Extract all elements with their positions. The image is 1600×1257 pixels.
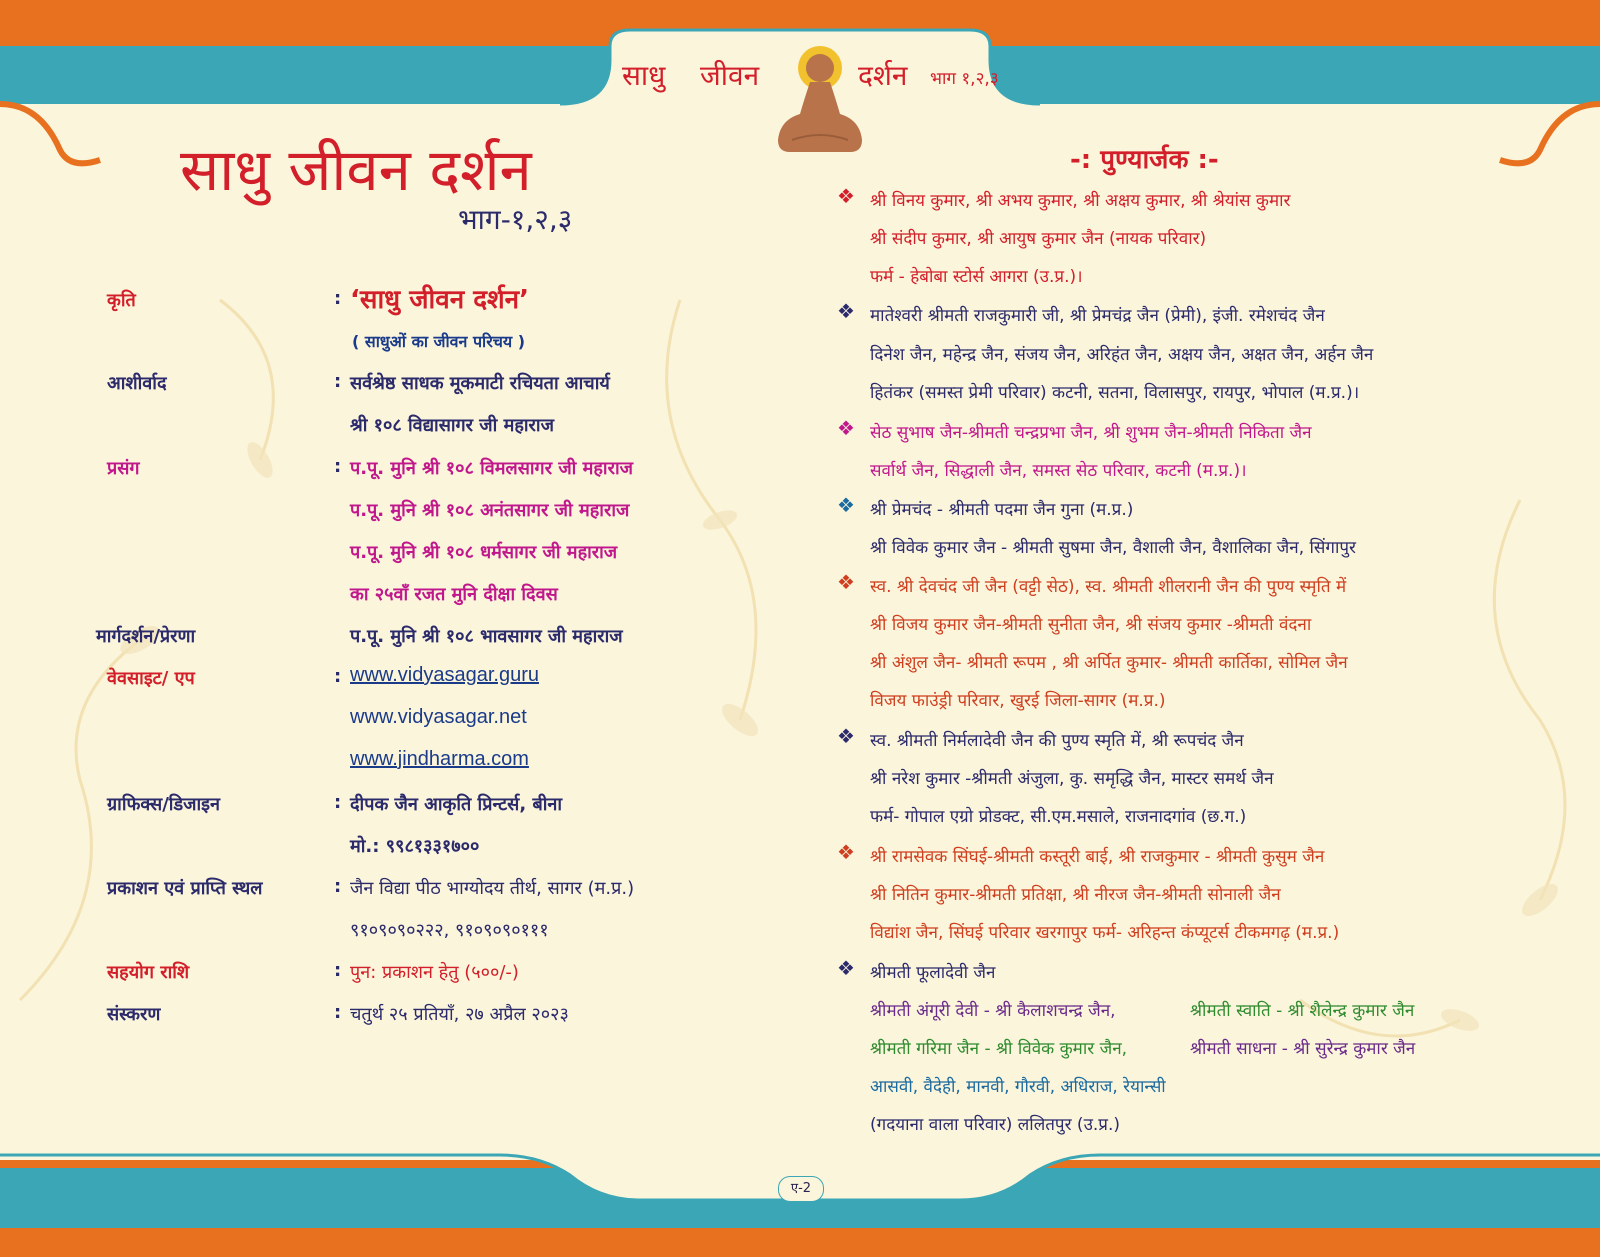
colon: : xyxy=(334,666,342,687)
entry-8-sub-2b: श्रीमती साधना - श्री सुरेन्द्र कुमार जैन xyxy=(1190,1039,1416,1059)
value-kriti-title: ‘साधु जीवन दर्शन’ xyxy=(350,285,529,315)
value-aashirvad-2: श्री १०८ विद्यासागर जी महाराज xyxy=(350,415,554,436)
label-aashirvad: आशीर्वाद xyxy=(107,373,167,394)
entry-8-tail-1: आसवी, वैदेही, मानवी, गौरवी, अधिराज, रेयान्सी xyxy=(870,1077,1166,1097)
value-prasang-3: प.पू. मुनि श्री १०८ धर्मसागर जी महाराज xyxy=(350,542,618,563)
entry-7-line-1: श्री रामसेवक सिंघई-श्रीमती कस्तूरी बाई, श्री राजकुमार - श्रीमती कुसुम जैन xyxy=(870,847,1325,867)
entry-6-line-2: श्री नरेश कुमार -श्रीमती अंजुला, कु. समृद्धि जैन, मास्टर समर्थ जैन xyxy=(870,769,1274,789)
entry-6-line-3: फर्म- गोपाल एग्रो प्रोडक्ट, सी.एम.मसाले, राजनादगांव (छ.ग.) xyxy=(870,807,1247,827)
entry-5-line-4: विजय फाउंड्री परिवार, खुरई जिला-सागर (म.प्र.) xyxy=(870,691,1166,711)
label-sanskaran: संस्करण xyxy=(107,1004,161,1025)
value-sahyog: पुन: प्रकाशन हेतु (५००/-) xyxy=(350,962,519,983)
entry-2-line-1: मातेश्वरी श्रीमती राजकुमारी जी, श्री प्रेमचंद्र जैन (प्रेमी), इंजी. रमेशचंद जैन xyxy=(870,306,1325,326)
website-link-guru[interactable]: www.vidyasagar.guru xyxy=(350,664,539,686)
colon: : xyxy=(334,1002,342,1023)
bullet-icon: ❖ xyxy=(837,840,855,864)
entry-8-sub-1b: श्रीमती स्वाति - श्री शैलेन्द्र कुमार जैन xyxy=(1190,1001,1415,1021)
entry-8-tail-2: (गदयाना वाला परिवार) ललितपुर (उ.प्र.) xyxy=(870,1115,1120,1135)
header-title-sadhu: साधु xyxy=(622,59,666,92)
value-margdarshan: प.पू. मुनि श्री १०८ भावसागर जी महाराज xyxy=(350,626,623,647)
entry-3-line-1: सेठ सुभाष जैन-श्रीमती चन्द्रप्रभा जैन, श्री शुभम जैन-श्रीमती निकिता जैन xyxy=(870,423,1312,443)
label-graphics: ग्राफिक्स/डिजाइन xyxy=(107,794,220,815)
entry-4-line-1: श्री प्रेमचंद - श्रीमती पदमा जैन गुना (म.प्र.) xyxy=(870,500,1134,520)
entry-3-line-2: सर्वार्थ जैन, सिद्धाली जैन, समस्त सेठ परिवार, कटनी (म.प्र.)। xyxy=(870,461,1247,481)
header-title-jeevan: जीवन xyxy=(700,59,760,92)
main-title: साधु जीवन दर्शन xyxy=(180,136,532,204)
label-sahyog: सहयोग राशि xyxy=(107,962,190,983)
colon: : xyxy=(334,456,342,477)
entry-4-line-2: श्री विवेक कुमार जैन - श्रीमती सुषमा जैन, वैशाली जैन, वैशालिका जैन, सिंगापुर xyxy=(870,538,1356,558)
value-prakashan-2: ९१०९०९०२२२, ९१०९०९०१११ xyxy=(350,920,549,941)
entry-2-line-3: हितंकर (समस्त प्रेमी परिवार) कटनी, सतना, विलासपुर, रायपुर, भोपाल (म.प्र.)। xyxy=(870,383,1360,403)
bullet-icon: ❖ xyxy=(837,184,855,208)
colon: : xyxy=(334,960,342,981)
label-prakashan: प्रकाशन एवं प्राप्ति स्थल xyxy=(107,878,263,899)
entry-8-line-1: श्रीमती फूलादेवी जैन xyxy=(870,963,996,983)
value-prasang-2: प.पू. मुनि श्री १०८ अनंतसागर जी महाराज xyxy=(350,500,630,521)
entry-5-line-2: श्री विजय कुमार जैन-श्रीमती सुनीता जैन, श्री संजय कुमार -श्रीमती वंदना xyxy=(870,615,1312,635)
colon: : xyxy=(334,288,342,309)
entry-6-line-1: स्व. श्रीमती निर्मलादेवी जैन की पुण्य स्मृति में, श्री रूपचंद जैन xyxy=(870,731,1244,751)
value-kriti-subtitle: ( साधुओं का जीवन परिचय ) xyxy=(352,332,526,351)
value-sanskaran: चतुर्थ २५ प्रतियाँ, २७ अप्रैल २०२३ xyxy=(350,1004,569,1025)
page-number: ए-2 xyxy=(790,1181,812,1196)
entry-8-sub-1a: श्रीमती अंगूरी देवी - श्री कैलाशचन्द्र जैन, xyxy=(870,1001,1116,1021)
entry-1-line-3: फर्म - हेबोबा स्टोर्स आगरा (उ.प्र.)। xyxy=(870,267,1083,287)
entry-8-sub-2a: श्रीमती गरिमा जैन - श्री विवेक कुमार जैन, xyxy=(870,1039,1128,1059)
value-prasang-4: का २५वाँ रजत मुनि दीक्षा दिवस xyxy=(350,584,558,605)
colon: : xyxy=(334,876,342,897)
website-link-jindharma[interactable]: www.jindharma.com xyxy=(350,748,529,770)
value-graphics-2: मो.: ९९८१३३१७०० xyxy=(350,836,480,857)
bullet-icon: ❖ xyxy=(837,956,855,980)
bullet-icon: ❖ xyxy=(837,299,855,323)
value-prakashan-1: जैन विद्या पीठ भाग्योदय तीर्थ, सागर (म.प्र.) xyxy=(350,878,635,899)
label-kriti: कृति xyxy=(107,290,136,311)
main-subtitle: भाग-१,२,३ xyxy=(458,203,573,236)
entry-5-line-3: श्री अंशुल जैन- श्रीमती रूपम , श्री अर्पित कुमार- श्रीमती कार्तिका, सोमिल जैन xyxy=(870,653,1348,673)
page-number-badge xyxy=(778,1176,824,1202)
entry-1-line-2: श्री संदीप कुमार, श्री आयुष कुमार जैन (नायक परिवार) xyxy=(870,229,1207,249)
header-title-darshan: दर्शन xyxy=(858,59,908,92)
value-aashirvad-1: सर्वश्रेष्ठ साधक मूकमाटी रचियता आचार्य xyxy=(350,373,610,394)
meditating-figure-icon xyxy=(770,40,870,160)
bullet-icon: ❖ xyxy=(837,570,855,594)
entry-7-line-2: श्री नितिन कुमार-श्रीमती प्रतिक्षा, श्री नीरज जैन-श्रीमती सोनाली जैन xyxy=(870,885,1281,905)
label-margdarshan: मार्गदर्शन/प्रेरणा xyxy=(96,626,196,647)
value-prasang-1: प.पू. मुनि श्री १०८ विमलसागर जी महाराज xyxy=(350,458,633,479)
colon: : xyxy=(334,371,342,392)
entry-7-line-3: विद्यांश जैन, सिंघई परिवार खरगापुर फर्म- अरिहन्त कंप्यूटर्स टीकमगढ़ (म.प्र.) xyxy=(870,923,1340,943)
header-title-bhag: भाग १,२,३ xyxy=(930,69,999,89)
entry-5-line-1: स्व. श्री देवचंद जी जैन (वट्टी सेठ), स्व. श्रीमती शीलरानी जैन की पुण्य स्मृति में xyxy=(870,577,1347,597)
bullet-icon: ❖ xyxy=(837,493,855,517)
website-link-net[interactable]: www.vidyasagar.net xyxy=(350,706,527,728)
bullet-icon: ❖ xyxy=(837,724,855,748)
value-graphics-1: दीपक जैन आकृति प्रिन्टर्स, बीना xyxy=(350,794,563,815)
colon: : xyxy=(334,792,342,813)
bullet-icon: ❖ xyxy=(837,416,855,440)
punyarjak-heading: -: पुण्यार्जक :- xyxy=(1070,145,1219,175)
entry-1-line-1: श्री विनय कुमार, श्री अभय कुमार, श्री अक्षय कुमार, श्री श्रेयांस कुमार xyxy=(870,191,1291,211)
label-website: वेवसाइट/ एप xyxy=(107,668,195,689)
entry-2-line-2: दिनेश जैन, महेन्द्र जैन, संजय जैन, अरिहंत जैन, अक्षय जैन, अक्षत जैन, अर्हन जैन xyxy=(870,345,1374,365)
label-prasang: प्रसंग xyxy=(107,458,140,479)
